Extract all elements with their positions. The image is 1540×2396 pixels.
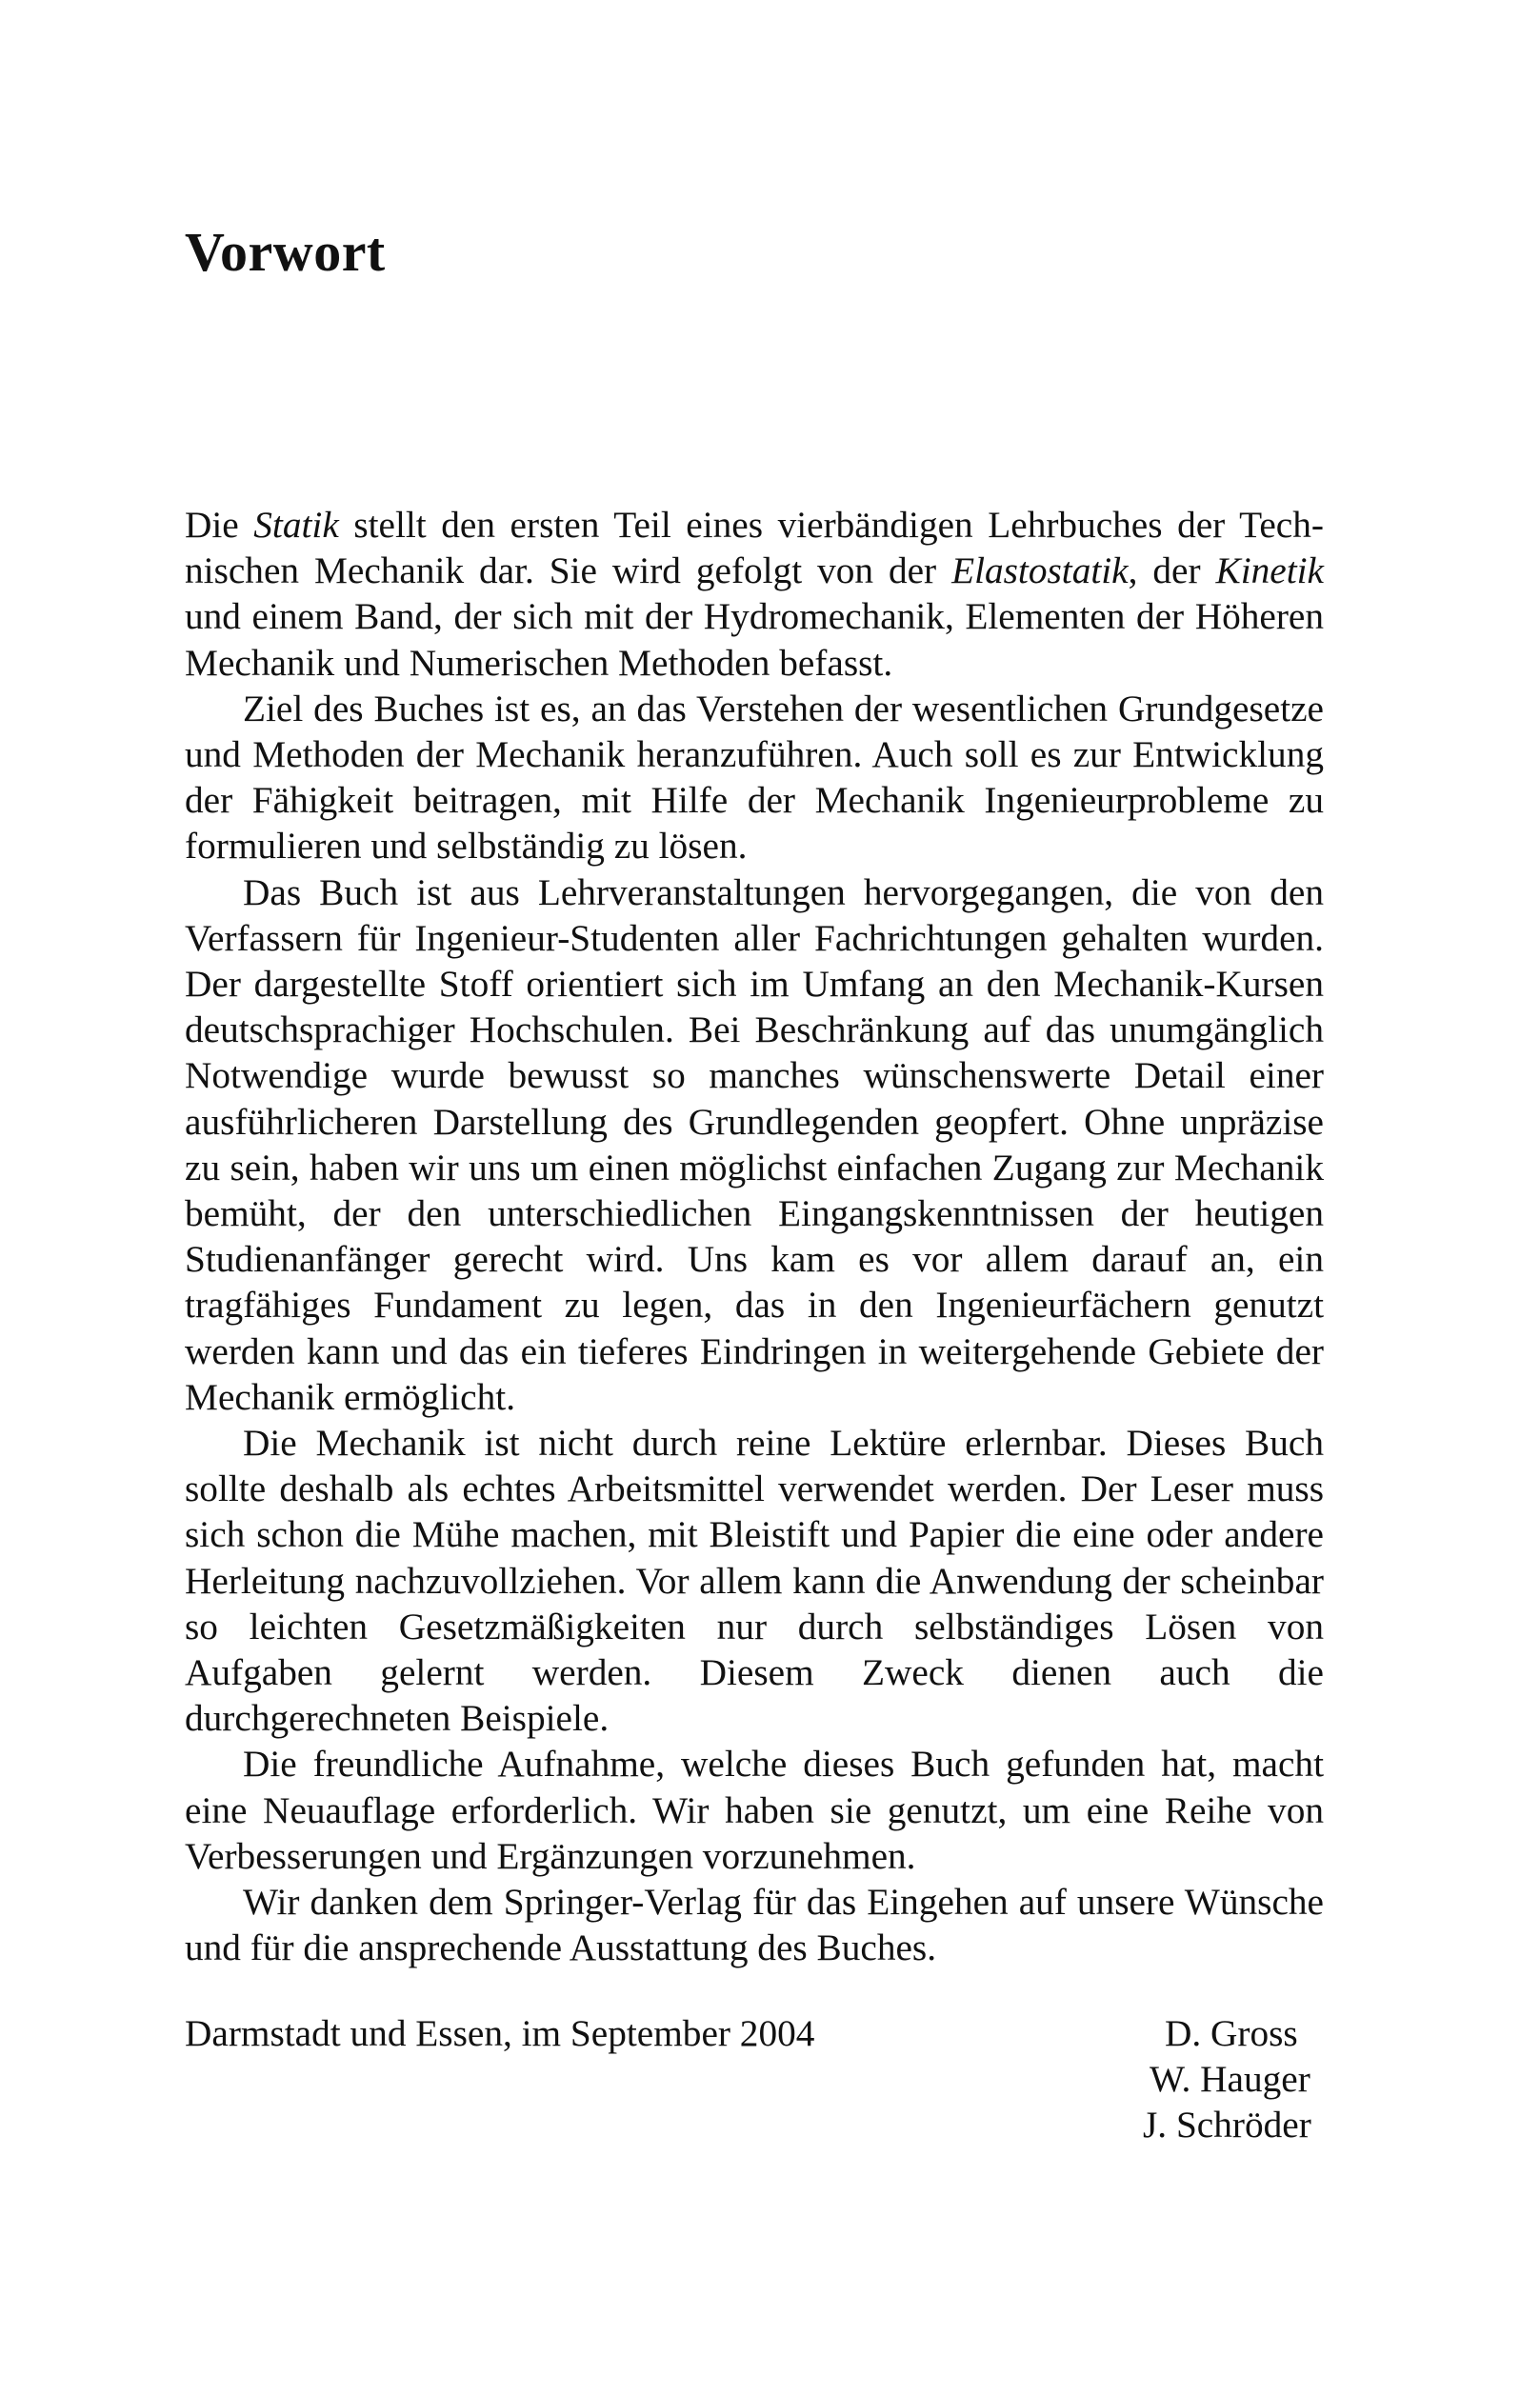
body-paragraph (185, 869, 1324, 1420)
body-paragraph (185, 502, 1324, 686)
paragraph-text: Die freundliche Aufnahme, welche dieses Buch gefunden hat, macht eine Neuauflage erforderlich. Wir haben sie genutzt, um eine Reihe von Verbesserungen und Ergänzungen vorzunehmen. (185, 1743, 1324, 1877)
emphasized-text: Statik (253, 504, 339, 546)
paragraph-text: Das Buch ist aus Lehrveranstaltungen hervorgegangen, die von den Verfassern für Ingenieur-Studenten aller Fachrichtungen gehalten wurden. Der dargestellte Stoff orientiert sich im Umfang an den Mechanik-Kursen deutschsprachiger Hochschulen. Bei Beschränkung auf das unumgänglich Notwendige wurde bewusst so manches wünschenswerte Detail einer ausführlicheren Darstellung des Grundlegenden geopfert. Ohne unpräzise zu sein, haben wir uns um einen möglichst einfachen Zugang zur Mechanik bemüht, der den unterschiedlichen Eingangskenntnissen der heutigen Studienanfänger gerecht wird. Uns kam es vor allem darauf an, ein tragfähiges Fundament zu legen, das in den Ingenieurfächern genutzt werden kann und das ein tieferes Eindringen in weitergehende Gebiete der Mechanik ermöglicht. (185, 870, 1324, 1418)
paragraph-text: Die Mechanik ist nicht durch reine Lektüre erlernbar. Dieses Buch sollte deshalb als echtes Arbeitsmittel verwendet werden. Der Leser muss sich schon die Mühe machen, mit Bleistift und Papier die eine oder andere Herleitung nachzuvollziehen. Vor allem kann die Anwendung der scheinbar so leichten Gesetzmäßigkeiten nur durch selbständiges Lösen von Aufgaben gelernt werden. Diesem Zweck dienen auch die durchgerechneten Beispiele. (185, 1422, 1324, 1740)
paragraph-text: Ziel des Buches ist es, an das Verstehen der wesentlichen Grundgesetze und Methoden der Mechanik heranzuführen. Auch soll es zur Entwicklung der Fähigkeit beitragen, mit Hilfe der Mechanik Ingenieurprobleme zu formulieren und selbständig zu lösen. (185, 687, 1324, 868)
emphasized-text: Elastostatik (951, 549, 1129, 592)
author-name: W. Hauger (1150, 2058, 1310, 2101)
place-date: Darmstadt und Essen, im September 2004 (185, 2012, 815, 2054)
author-name: J. Schröder (1143, 2104, 1311, 2146)
paragraph-text: , der (1128, 549, 1216, 592)
author-name: D. Gross (1165, 2012, 1298, 2054)
preface-body (185, 502, 1324, 1971)
body-paragraph (185, 1741, 1324, 1879)
paragraph-text: und einem Band, der sich mit der Hydromechanik, Elementen der Höheren Mechanik und Numerischen Methoden befasst. (185, 595, 1324, 684)
paragraph-text: stellt den ersten Teil eines vierbändigen Lehrbuches der Technischen Mechanik dar. Sie wird gefolgt von der (185, 504, 1324, 592)
emphasized-text: Kinetik (1215, 549, 1324, 592)
body-paragraph (185, 1879, 1324, 1970)
body-paragraph (185, 686, 1324, 869)
body-paragraph (185, 1420, 1324, 1741)
page-title: Vorwort (185, 221, 386, 283)
paragraph-text: Die (185, 504, 254, 546)
author-list (1143, 2010, 1311, 2148)
paragraph-text: Wir danken dem Springer-Verlag für das Eingehen auf unsere Wünsche und für die ansprechende Ausstattung des Buches. (185, 1881, 1324, 1969)
